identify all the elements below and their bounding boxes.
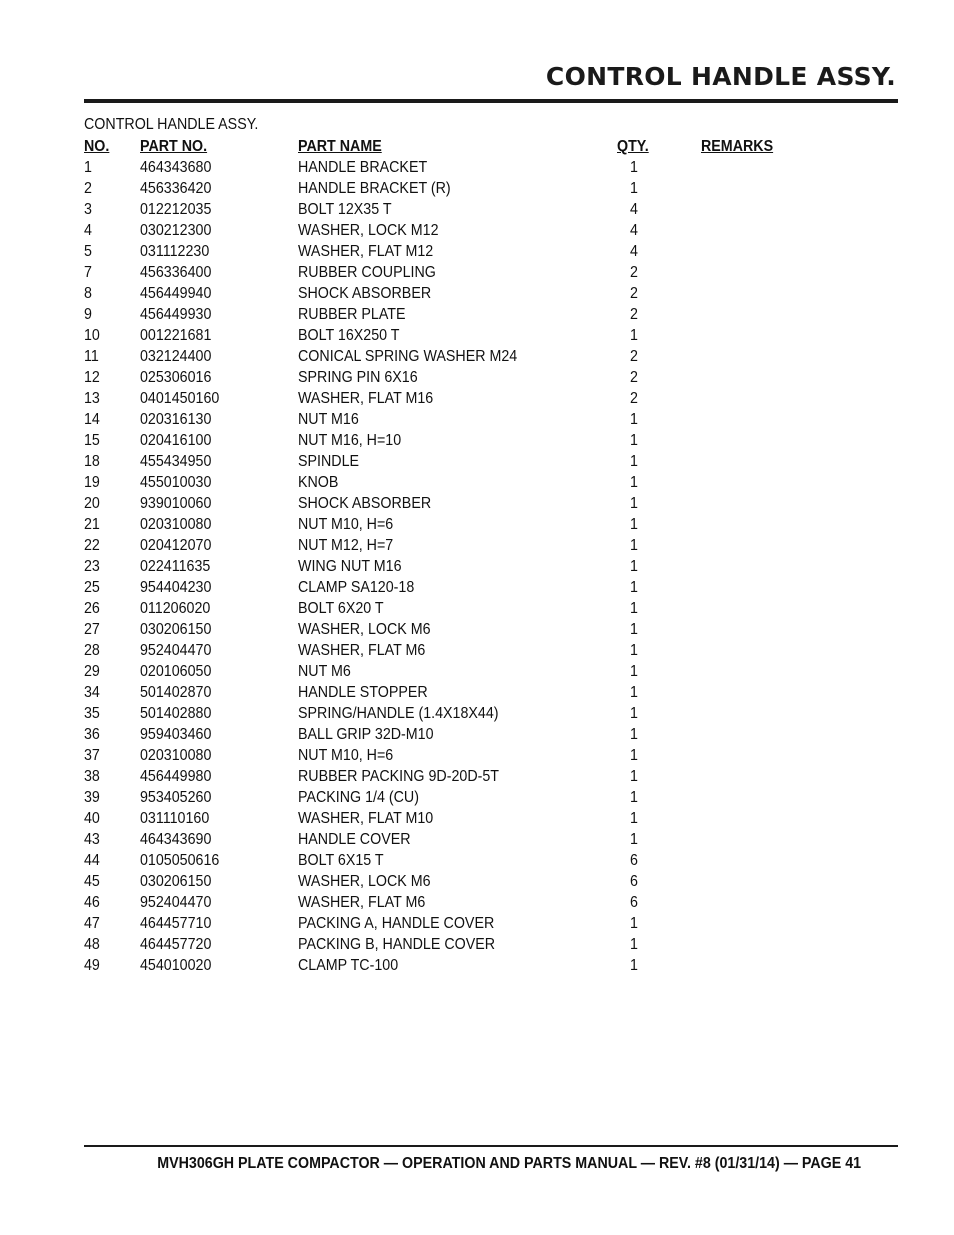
table-row bbox=[84, 200, 844, 221]
table-row bbox=[84, 242, 844, 263]
table-row bbox=[84, 158, 844, 179]
cell-part-no: 031112230 bbox=[140, 243, 210, 260]
cell-part-no: 952404470 bbox=[140, 894, 212, 911]
cell-qty: 1 bbox=[630, 579, 638, 596]
cell-part-no: 456336420 bbox=[140, 180, 212, 197]
cell-qty: 1 bbox=[630, 726, 638, 743]
cell-no: 43 bbox=[84, 831, 100, 848]
cell-qty: 2 bbox=[630, 369, 638, 386]
table-row bbox=[84, 368, 844, 389]
cell-qty: 1 bbox=[630, 663, 638, 680]
cell-qty: 1 bbox=[630, 957, 638, 974]
cell-qty: 2 bbox=[630, 390, 638, 407]
cell-no: 28 bbox=[84, 642, 100, 659]
cell-part-name: CONICAL SPRING WASHER M24 bbox=[298, 348, 518, 365]
cell-qty: 1 bbox=[630, 516, 638, 533]
cell-qty: 4 bbox=[630, 243, 638, 260]
cell-no: 7 bbox=[84, 264, 92, 281]
cell-no: 19 bbox=[84, 474, 100, 491]
page-heading: CONTROL HANDLE ASSY. bbox=[545, 62, 896, 91]
cell-part-name: BOLT 16X250 T bbox=[298, 327, 400, 344]
table-row bbox=[84, 263, 844, 284]
cell-qty: 1 bbox=[630, 180, 638, 197]
cell-part-no: 011206020 bbox=[140, 600, 211, 617]
cell-part-name: NUT M12, H=7 bbox=[298, 537, 394, 554]
cell-no: 40 bbox=[84, 810, 100, 827]
cell-no: 27 bbox=[84, 621, 100, 638]
cell-part-name: CLAMP TC-100 bbox=[298, 957, 399, 974]
cell-part-name: HANDLE STOPPER bbox=[298, 684, 428, 701]
table-row bbox=[84, 389, 844, 410]
table-row bbox=[84, 179, 844, 200]
cell-part-name: WASHER, LOCK M6 bbox=[298, 873, 431, 890]
cell-part-no: 954404230 bbox=[140, 579, 212, 596]
cell-part-name: RUBBER PACKING 9D-20D-5T bbox=[298, 768, 500, 785]
cell-qty: 1 bbox=[630, 600, 638, 617]
cell-qty: 6 bbox=[630, 852, 638, 869]
cell-part-name: WASHER, FLAT M16 bbox=[298, 390, 434, 407]
cell-part-no: 939010060 bbox=[140, 495, 212, 512]
cell-part-name: BOLT 6X20 T bbox=[298, 600, 384, 617]
cell-part-name: HANDLE BRACKET bbox=[298, 159, 428, 176]
page-footer: MVH306GH PLATE COMPACTOR — OPERATION AND PARTS MANUAL — REV. #8 (01/31/14) — PAGE 41 bbox=[157, 1155, 861, 1172]
cell-part-no: 020310080 bbox=[140, 516, 212, 533]
cell-part-name: CLAMP SA120-18 bbox=[298, 579, 415, 596]
cell-part-no: 464457720 bbox=[140, 936, 212, 953]
cell-no: 45 bbox=[84, 873, 100, 890]
cell-qty: 2 bbox=[630, 348, 638, 365]
table-row bbox=[84, 452, 844, 473]
cell-part-name: NUT M16 bbox=[298, 411, 359, 428]
cell-no: 11 bbox=[84, 348, 99, 365]
cell-no: 39 bbox=[84, 789, 100, 806]
cell-no: 35 bbox=[84, 705, 100, 722]
cell-part-no: 952404470 bbox=[140, 642, 212, 659]
cell-part-no: 456336400 bbox=[140, 264, 212, 281]
cell-no: 29 bbox=[84, 663, 100, 680]
cell-no: 2 bbox=[84, 180, 92, 197]
cell-qty: 1 bbox=[630, 432, 638, 449]
cell-part-no: 959403460 bbox=[140, 726, 212, 743]
cell-part-name: PACKING 1/4 (CU) bbox=[298, 789, 419, 806]
cell-no: 12 bbox=[84, 369, 100, 386]
cell-part-name: RUBBER COUPLING bbox=[298, 264, 436, 281]
cell-part-no: 031110160 bbox=[140, 810, 210, 827]
cell-part-name: WASHER, FLAT M12 bbox=[298, 243, 434, 260]
cell-part-no: 456449930 bbox=[140, 306, 212, 323]
cell-part-no: 953405260 bbox=[140, 789, 212, 806]
cell-no: 9 bbox=[84, 306, 92, 323]
table-row bbox=[84, 788, 844, 809]
cell-part-no: 020416100 bbox=[140, 432, 212, 449]
table-row bbox=[84, 830, 844, 851]
table-row bbox=[84, 704, 844, 725]
cell-part-no: 025306016 bbox=[140, 369, 212, 386]
table-row bbox=[84, 641, 844, 662]
table-row bbox=[84, 578, 844, 599]
cell-no: 18 bbox=[84, 453, 100, 470]
cell-part-no: 455434950 bbox=[140, 453, 212, 470]
cell-qty: 1 bbox=[630, 810, 638, 827]
cell-qty: 1 bbox=[630, 831, 638, 848]
cell-part-no: 032124400 bbox=[140, 348, 212, 365]
cell-part-name: SHOCK ABSORBER bbox=[298, 285, 432, 302]
cell-no: 47 bbox=[84, 915, 100, 932]
cell-qty: 1 bbox=[630, 537, 638, 554]
table-row bbox=[84, 221, 844, 242]
table-row bbox=[84, 557, 844, 578]
cell-no: 4 bbox=[84, 222, 92, 239]
cell-part-no: 001221681 bbox=[140, 327, 212, 344]
cell-part-name: BOLT 6X15 T bbox=[298, 852, 384, 869]
cell-part-name: WING NUT M16 bbox=[298, 558, 402, 575]
table-row bbox=[84, 914, 844, 935]
cell-part-name: NUT M16, H=10 bbox=[298, 432, 402, 449]
table-row bbox=[84, 662, 844, 683]
cell-no: 34 bbox=[84, 684, 100, 701]
header-part-no: PART NO. bbox=[140, 138, 208, 155]
cell-qty: 1 bbox=[630, 327, 638, 344]
cell-no: 44 bbox=[84, 852, 100, 869]
table-row bbox=[84, 851, 844, 872]
cell-qty: 1 bbox=[630, 642, 638, 659]
table-row bbox=[84, 599, 844, 620]
cell-part-no: 454010020 bbox=[140, 957, 212, 974]
cell-part-no: 501402870 bbox=[140, 684, 212, 701]
cell-part-name: WASHER, FLAT M10 bbox=[298, 810, 434, 827]
cell-part-no: 020310080 bbox=[140, 747, 212, 764]
cell-no: 23 bbox=[84, 558, 100, 575]
header-no: NO. bbox=[84, 138, 110, 155]
parts-table bbox=[84, 137, 844, 977]
cell-part-name: SHOCK ABSORBER bbox=[298, 495, 432, 512]
cell-qty: 1 bbox=[630, 789, 638, 806]
cell-part-no: 020106050 bbox=[140, 663, 212, 680]
table-row bbox=[84, 725, 844, 746]
cell-no: 46 bbox=[84, 894, 100, 911]
cell-qty: 6 bbox=[630, 894, 638, 911]
cell-part-no: 464343690 bbox=[140, 831, 212, 848]
table-header-row bbox=[84, 137, 844, 158]
cell-qty: 1 bbox=[630, 936, 638, 953]
footer-rule bbox=[84, 1145, 898, 1147]
table-row bbox=[84, 809, 844, 830]
cell-no: 38 bbox=[84, 768, 100, 785]
cell-qty: 1 bbox=[630, 705, 638, 722]
table-row bbox=[84, 326, 844, 347]
table-row bbox=[84, 956, 844, 977]
cell-part-no: 030206150 bbox=[140, 873, 212, 890]
cell-part-name: WASHER, LOCK M12 bbox=[298, 222, 439, 239]
table-body bbox=[84, 158, 844, 977]
cell-part-name: SPRING PIN 6X16 bbox=[298, 369, 418, 386]
cell-part-name: NUT M10, H=6 bbox=[298, 747, 394, 764]
cell-qty: 1 bbox=[630, 411, 638, 428]
cell-qty: 1 bbox=[630, 453, 638, 470]
table-row bbox=[84, 767, 844, 788]
cell-part-name: NUT M10, H=6 bbox=[298, 516, 394, 533]
table-row bbox=[84, 872, 844, 893]
cell-qty: 1 bbox=[630, 747, 638, 764]
table-row bbox=[84, 494, 844, 515]
header-remarks: REMARKS bbox=[701, 138, 774, 155]
table-row bbox=[84, 284, 844, 305]
cell-no: 3 bbox=[84, 201, 92, 218]
cell-part-name: KNOB bbox=[298, 474, 339, 491]
cell-part-name: NUT M6 bbox=[298, 663, 351, 680]
table-row bbox=[84, 347, 844, 368]
cell-qty: 2 bbox=[630, 306, 638, 323]
cell-part-name: PACKING A, HANDLE COVER bbox=[298, 915, 495, 932]
cell-part-no: 020316130 bbox=[140, 411, 212, 428]
cell-part-no: 501402880 bbox=[140, 705, 212, 722]
header-part-name: PART NAME bbox=[298, 138, 382, 155]
cell-part-name: HANDLE BRACKET (R) bbox=[298, 180, 451, 197]
cell-part-no: 0105050616 bbox=[140, 852, 220, 869]
cell-part-no: 020412070 bbox=[140, 537, 212, 554]
table-row bbox=[84, 536, 844, 557]
cell-no: 1 bbox=[84, 159, 92, 176]
heading-rule bbox=[84, 99, 898, 103]
cell-part-no: 464457710 bbox=[140, 915, 212, 932]
cell-no: 37 bbox=[84, 747, 100, 764]
cell-part-no: 456449980 bbox=[140, 768, 212, 785]
table-row bbox=[84, 410, 844, 431]
cell-part-no: 456449940 bbox=[140, 285, 212, 302]
cell-no: 14 bbox=[84, 411, 100, 428]
cell-qty: 1 bbox=[630, 915, 638, 932]
table-row bbox=[84, 893, 844, 914]
cell-no: 10 bbox=[84, 327, 100, 344]
cell-part-name: WASHER, LOCK M6 bbox=[298, 621, 431, 638]
table-row bbox=[84, 431, 844, 452]
cell-qty: 1 bbox=[630, 159, 638, 176]
table-row bbox=[84, 683, 844, 704]
table-row bbox=[84, 935, 844, 956]
table-row bbox=[84, 515, 844, 536]
cell-part-no: 012212035 bbox=[140, 201, 212, 218]
cell-no: 22 bbox=[84, 537, 100, 554]
cell-part-name: SPINDLE bbox=[298, 453, 360, 470]
cell-qty: 4 bbox=[630, 201, 638, 218]
cell-qty: 6 bbox=[630, 873, 638, 890]
cell-no: 49 bbox=[84, 957, 100, 974]
table-row bbox=[84, 473, 844, 494]
cell-part-no: 0401450160 bbox=[140, 390, 220, 407]
cell-qty: 1 bbox=[630, 621, 638, 638]
table-row bbox=[84, 305, 844, 326]
cell-part-name: HANDLE COVER bbox=[298, 831, 411, 848]
cell-qty: 1 bbox=[630, 684, 638, 701]
cell-part-no: 455010030 bbox=[140, 474, 212, 491]
cell-part-name: WASHER, FLAT M6 bbox=[298, 894, 426, 911]
cell-no: 13 bbox=[84, 390, 100, 407]
cell-part-no: 030212300 bbox=[140, 222, 212, 239]
cell-part-name: RUBBER PLATE bbox=[298, 306, 406, 323]
cell-no: 5 bbox=[84, 243, 92, 260]
cell-qty: 2 bbox=[630, 285, 638, 302]
cell-no: 21 bbox=[84, 516, 100, 533]
cell-part-no: 030206150 bbox=[140, 621, 212, 638]
section-title: CONTROL HANDLE ASSY. bbox=[84, 116, 259, 133]
cell-qty: 1 bbox=[630, 495, 638, 512]
cell-qty: 2 bbox=[630, 264, 638, 281]
cell-no: 15 bbox=[84, 432, 100, 449]
cell-qty: 1 bbox=[630, 474, 638, 491]
cell-part-name: PACKING B, HANDLE COVER bbox=[298, 936, 496, 953]
cell-no: 26 bbox=[84, 600, 100, 617]
cell-part-name: WASHER, FLAT M6 bbox=[298, 642, 426, 659]
cell-part-no: 022411635 bbox=[140, 558, 211, 575]
cell-qty: 1 bbox=[630, 768, 638, 785]
cell-no: 25 bbox=[84, 579, 100, 596]
cell-qty: 4 bbox=[630, 222, 638, 239]
cell-no: 8 bbox=[84, 285, 92, 302]
cell-qty: 1 bbox=[630, 558, 638, 575]
cell-no: 20 bbox=[84, 495, 100, 512]
cell-part-name: BALL GRIP 32D-M10 bbox=[298, 726, 434, 743]
cell-no: 48 bbox=[84, 936, 100, 953]
table-row bbox=[84, 620, 844, 641]
table-row bbox=[84, 746, 844, 767]
cell-part-name: BOLT 12X35 T bbox=[298, 201, 392, 218]
cell-part-no: 464343680 bbox=[140, 159, 212, 176]
header-qty: QTY. bbox=[617, 138, 649, 155]
cell-part-name: SPRING/HANDLE (1.4X18X44) bbox=[298, 705, 499, 722]
cell-no: 36 bbox=[84, 726, 100, 743]
